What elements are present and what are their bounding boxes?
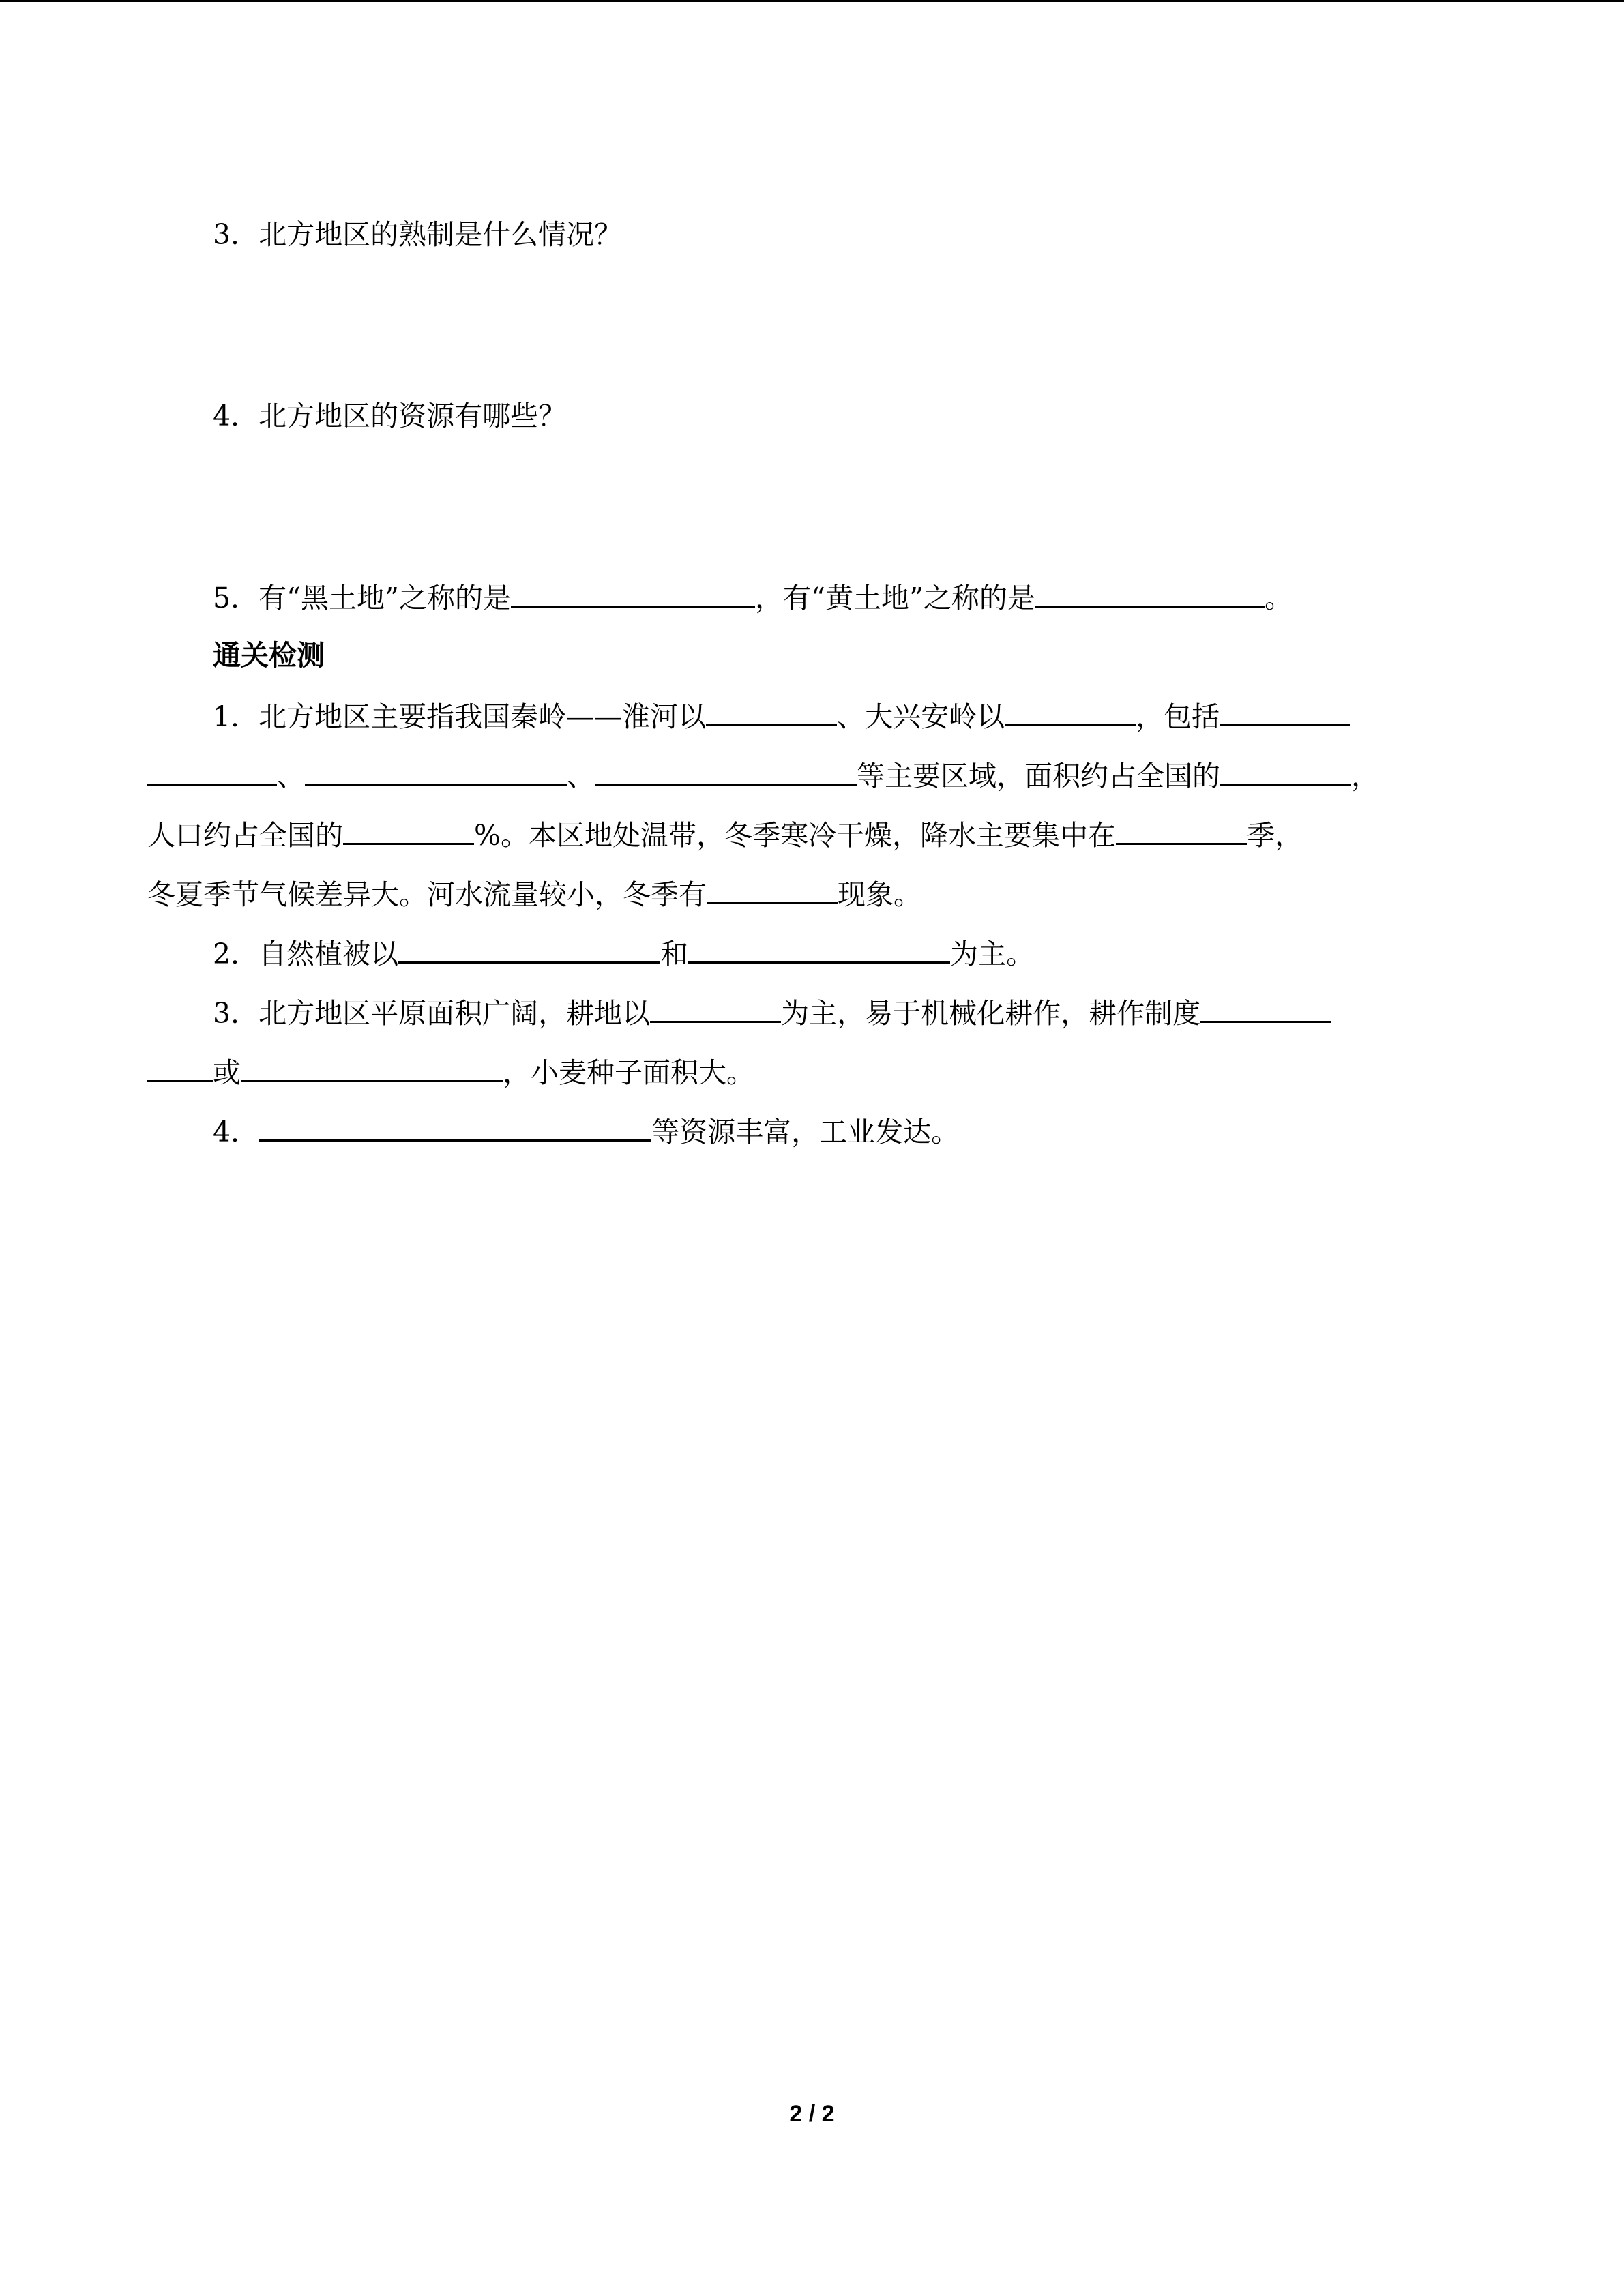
question-3-text: 3．北方地区的熟制是什么情况？ — [213, 218, 623, 251]
check-1-text-e: 、 — [567, 760, 595, 792]
check-2-text-b: 和 — [660, 938, 689, 970]
blank-qinling-direction[interactable] — [706, 697, 837, 726]
blank-region-2[interactable] — [305, 756, 567, 786]
check-1-text-k: 冬夏季节气候差异大。河水流量较小，冬季有 — [147, 878, 707, 911]
check-2-text-c: 为主。 — [950, 938, 1035, 970]
check-1-text-h: 人口约占全国的 — [147, 819, 343, 852]
blank-resources[interactable] — [259, 1112, 651, 1142]
question-3 — [213, 217, 622, 252]
blank-yellow-soil[interactable] — [1035, 578, 1265, 608]
blank-region-3[interactable] — [595, 756, 857, 786]
question-5-text-b: ，有“黄土地”之称的是 — [755, 582, 1035, 614]
blank-region-1a[interactable] — [1220, 697, 1350, 726]
check-1-line-1 — [213, 697, 1350, 734]
check-3-text-d: ，小麦种子面积大。 — [503, 1056, 754, 1089]
check-1-text-g: ， — [1351, 760, 1379, 792]
blank-daxinganling-direction[interactable] — [1005, 697, 1136, 726]
section-title — [213, 638, 325, 673]
section-title-text: 通关检测 — [213, 639, 325, 672]
check-1-line-2 — [147, 756, 1379, 794]
blank-black-soil[interactable] — [511, 578, 755, 608]
page-number — [0, 2100, 1624, 2128]
check-1-text-j: 季， — [1246, 819, 1303, 852]
blank-cropping-system-b[interactable] — [147, 1053, 213, 1082]
check-2-text-a: 2．自然植被以 — [213, 938, 399, 970]
check-3-line-2 — [147, 1053, 754, 1090]
blank-farmland-type[interactable] — [650, 994, 781, 1023]
check-3-line-1 — [213, 994, 1331, 1031]
check-3-text-c: 或 — [213, 1056, 241, 1089]
check-1-text-i: %。本区地处温带，冬季寒冷干燥，降水主要集中在 — [474, 819, 1116, 852]
check-1-line-3 — [147, 816, 1303, 853]
blank-population-share[interactable] — [343, 816, 474, 845]
check-1-text-f: 等主要区域，面积约占全国的 — [857, 760, 1220, 792]
check-3-text-a: 3．北方地区平原面积广阔，耕地以 — [213, 997, 651, 1030]
page-number-text: 2 / 2 — [789, 2101, 835, 2127]
top-border — [0, 0, 1624, 2]
check-4-text-a: 4． — [213, 1116, 259, 1148]
blank-cropping-system-a[interactable] — [1200, 994, 1331, 1023]
check-1-text-l: 现象。 — [838, 878, 921, 911]
check-4-text-b: 等资源丰富，工业发达。 — [651, 1116, 960, 1148]
blank-vegetation-1[interactable] — [398, 934, 660, 964]
check-1-text-a: 1．北方地区主要指我国秦岭——淮河以 — [213, 700, 707, 733]
check-2 — [213, 934, 1034, 972]
blank-area-share[interactable] — [1220, 756, 1351, 786]
blank-rain-season[interactable] — [1116, 816, 1247, 845]
blank-vegetation-2[interactable] — [688, 934, 950, 964]
question-4-text: 4．北方地区的资源有哪些？ — [213, 400, 567, 432]
question-5 — [213, 578, 1293, 616]
check-1-text-d: 、 — [277, 760, 305, 792]
question-4 — [213, 398, 566, 434]
check-1-text-b: 、大兴安岭以 — [837, 700, 1005, 733]
check-3-text-b: 为主，易于机械化耕作，耕作制度 — [781, 997, 1201, 1030]
blank-cropping-system-2[interactable] — [241, 1053, 503, 1082]
check-1-text-c: ，包括 — [1136, 700, 1220, 733]
check-4 — [213, 1112, 959, 1150]
blank-winter-phenomenon[interactable] — [707, 875, 838, 904]
question-5-text-c: 。 — [1264, 582, 1293, 614]
blank-region-1b[interactable] — [147, 756, 277, 786]
check-1-line-4 — [147, 875, 921, 912]
question-5-text-a: 5．有“黑土地”之称的是 — [213, 582, 512, 614]
